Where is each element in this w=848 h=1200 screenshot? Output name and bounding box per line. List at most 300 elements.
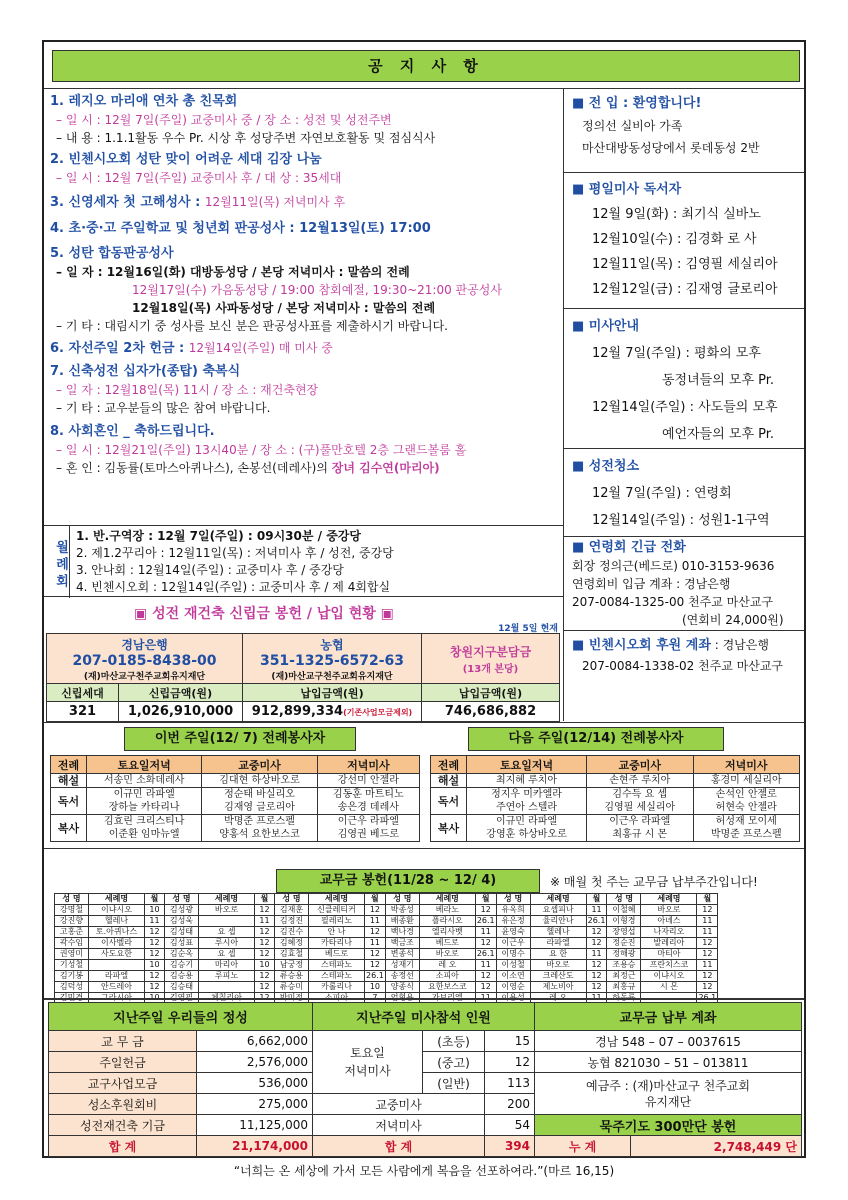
- dues-row: [55, 938, 718, 949]
- dues-baptismal: 카롤리나: [309, 982, 365, 993]
- notice-4-head: 4. 초·중·고 주일학교 및 청년회 판공성사 :: [50, 221, 300, 236]
- dues-baptismal: 베라노: [419, 905, 475, 916]
- dues-baptismal: 바오로: [641, 905, 697, 916]
- dues-month: 12: [145, 982, 165, 993]
- dues-name: 김승기: [165, 960, 199, 971]
- building-fund: [44, 599, 564, 721]
- notice-7-line2: – 기 타 : 교우분들의 많은 참여 바랍니다.: [56, 401, 271, 415]
- dues-col-header: 월: [697, 894, 718, 905]
- reader-item: 12월10일(수) : 김경화 로 사: [592, 232, 757, 247]
- notice-2-head: 2. 빈첸시오회 성탄 맞이 어려운 세대 김장 나눔: [50, 152, 322, 167]
- dues-col-header: 세례명: [199, 894, 255, 905]
- dues-name: 김순옥: [165, 949, 199, 960]
- notice-3-date: 12월11일(목) 저녁미사 후: [204, 195, 346, 209]
- dues-name: 이명수: [496, 949, 530, 960]
- servers-col-header: 저녁미사: [693, 756, 800, 774]
- dues-month: 12: [475, 971, 496, 982]
- dues-row: [55, 949, 718, 960]
- dues-month: 12: [255, 927, 275, 938]
- dues-baptismal: 아녜스: [641, 916, 697, 927]
- footer-quote: “너희는 온 세상에 가서 모든 사람에게 복음을 선포하여라.”(마르 16,15): [233, 1164, 615, 1178]
- notice-5: [50, 245, 502, 335]
- dues-month: 12: [697, 971, 718, 982]
- servers-role: 독서: [51, 788, 87, 815]
- funeral-box: [564, 537, 804, 631]
- dues-baptismal: 요 한: [530, 949, 586, 960]
- dues-col-header: 성 명: [165, 894, 199, 905]
- dues-col-header: 월: [145, 894, 165, 905]
- servers-cell: 박명준 프로스펠 양홍석 요한보스코: [202, 815, 317, 842]
- attendance-group: (일반): [423, 1073, 485, 1094]
- servers-cell: 최지혜 루치아: [467, 774, 587, 788]
- dues-baptismal: 요 셉: [199, 949, 255, 960]
- dues-month: 12: [697, 1004, 718, 1015]
- funeral-line2: 연령회비 입금 계좌 : 경남은행: [572, 577, 731, 591]
- dues-month: 10: [145, 960, 165, 971]
- dues-baptismal: 헬레나: [530, 927, 586, 938]
- notice-6-head: 6. 자선주일 2차 헌금 :: [50, 341, 189, 356]
- this-week-servers-table: [50, 755, 420, 842]
- servers-cell: 이근우 라파엘 김영권 베드로: [317, 815, 419, 842]
- dues-month: 12: [255, 982, 275, 993]
- notice-4-date: 12월13일(토) 17:00: [299, 221, 431, 236]
- offering-label: 성소후원회비: [49, 1094, 197, 1115]
- dues-baptismal: 라파엘: [530, 938, 586, 949]
- sidebar: [564, 89, 804, 721]
- dues-row: [55, 916, 718, 927]
- account-a: 경남 548 – 07 – 0037615: [535, 1031, 802, 1052]
- dues-month: 7: [365, 993, 386, 1004]
- dues-baptismal: 안드레아: [89, 982, 145, 993]
- notice-5-line2: 12월17일(수) 가음동성당 / 19:00 참회예절, 19:30~21:00 판공성사: [132, 283, 502, 297]
- dues-baptismal: 바오로: [530, 960, 586, 971]
- next-week-servers-table: [430, 755, 800, 842]
- cleaning-line2: 12월14일(주일) : 성원1-1구역: [592, 513, 770, 528]
- dues-name: 오민숙: [385, 1004, 419, 1015]
- dues-month: 12: [697, 949, 718, 960]
- bank2-name: 농협: [320, 637, 344, 652]
- dues-month: 12: [145, 927, 165, 938]
- servers-cell: 강선미 안젤라: [317, 774, 419, 788]
- dues-month: 11: [697, 916, 718, 927]
- evening-mass-value: 54: [485, 1115, 535, 1136]
- dues-baptismal: 사도요한: [89, 949, 145, 960]
- dues-name: 변종석: [385, 949, 419, 960]
- dues-month: 26.1: [476, 916, 495, 925]
- dues-baptismal: [199, 916, 255, 927]
- mass-line4: 예언자들의 모후 Pr.: [662, 427, 775, 442]
- dues-name: 김승태: [165, 982, 199, 993]
- attendance-total: 394: [485, 1136, 535, 1157]
- col-paid: 납입금액(원): [243, 684, 422, 702]
- dues-section: [44, 848, 804, 1013]
- bulletin-frame: [42, 40, 806, 1158]
- dues-month: 12: [475, 982, 496, 993]
- dues-month: 26.1: [587, 916, 606, 925]
- dues-baptismal: 가브리엘: [419, 993, 475, 1004]
- dues-month: 11: [586, 993, 607, 1004]
- servers-cell: 김동훈 마트티노 송은경 데레사: [317, 788, 419, 815]
- dues-name: 김덕성: [55, 982, 89, 993]
- dues-baptismal: 미카엘라: [199, 1004, 255, 1015]
- notice-1-line2: – 내 용 : 1.1.1활동 우수 Pr. 시상 후 성당주변 자연보호활동 및 점심식사: [56, 131, 436, 145]
- dues-name: 김승용: [165, 971, 199, 982]
- dues-name: 엄형용: [385, 993, 419, 1004]
- mass-line2: 동정녀들의 모후 Pr.: [662, 373, 775, 388]
- dues-month: 10: [365, 982, 386, 993]
- dues-name: 김성욱: [165, 916, 199, 927]
- dues-baptismal: 아오스딩: [641, 1004, 697, 1015]
- bank2-account: 351-1325-6572-63: [259, 652, 405, 669]
- offering-value: 2,576,000: [197, 1052, 313, 1073]
- servers-row: [51, 815, 420, 842]
- dues-month: 12: [586, 982, 607, 993]
- dues-baptismal: 레 오: [419, 960, 475, 971]
- finance-section: [44, 998, 804, 1158]
- cleaning-line1: 12월 7일(주일) : 연령회: [592, 486, 732, 501]
- dues-baptismal: 토.아퀴나스: [89, 1004, 145, 1015]
- notice-section: [44, 88, 804, 720]
- evening-mass-label: 저녁미사: [313, 1115, 485, 1136]
- dues-month: 26.1: [366, 971, 384, 980]
- dues-baptismal: 요 셉: [309, 1004, 365, 1015]
- pledged-value: 1,026,910,000: [119, 702, 243, 722]
- welcome-line1: 정의선 실비아 가족: [582, 119, 683, 133]
- dues-name: 김재훈: [275, 905, 309, 916]
- dues-month: 12: [697, 905, 718, 916]
- readers-box: [564, 173, 804, 309]
- dues-month: 11: [475, 927, 496, 938]
- offering-total: 21,174,000: [197, 1136, 313, 1157]
- notice-8: [50, 423, 466, 477]
- dues-month: 11: [145, 916, 165, 927]
- dues-name: 유은정: [496, 916, 530, 927]
- funeral-line3: 207-0084-1325-00 천주교 마산교구: [572, 595, 774, 609]
- dues-name: 박종성: [385, 905, 419, 916]
- finance-table: [48, 1002, 802, 1157]
- vincent-box: [564, 631, 804, 681]
- dues-month: 12: [145, 938, 165, 949]
- notice-3: [50, 193, 345, 212]
- dues-name: 김효철: [275, 949, 309, 960]
- dues-baptismal: 엘리사벳: [419, 927, 475, 938]
- dues-name: 윤영숙: [496, 927, 530, 938]
- dues-baptismal: 신클레티커: [309, 905, 365, 916]
- dues-col-header: 성 명: [275, 894, 309, 905]
- dues-baptismal: 바오로: [199, 905, 255, 916]
- dues-baptismal: [199, 982, 255, 993]
- dues-baptismal: 루시아: [199, 938, 255, 949]
- funeral-line1: 회장 정의근(베드로) 010-3153-9636: [572, 559, 775, 573]
- servers-cell: 서송민 소화데레사: [87, 774, 202, 788]
- dues-month: 26.1: [698, 993, 717, 1002]
- dues-name: 한창진: [607, 1004, 641, 1015]
- attendance-group: (중고): [423, 1052, 485, 1073]
- dues-baptismal: 스테파노: [309, 971, 365, 982]
- dues-baptismal: 필레리노: [309, 916, 365, 927]
- dues-month: 12: [255, 938, 275, 949]
- servers-cell: 정순태 바실리오 김재영 글로리아: [202, 788, 317, 815]
- bank1-name: 경남은행: [121, 637, 168, 652]
- notice-8-line1: – 일 시 : 12월21일(주일) 13시40분 / 장 소 : (구)풀만호텔 2층 그랜드볼룸 홀: [56, 443, 467, 457]
- dues-baptismal: 프란치스코: [641, 960, 697, 971]
- households-value: 321: [47, 702, 119, 722]
- servers-role: 독서: [431, 788, 467, 815]
- dues-month: 12: [145, 949, 165, 960]
- dues-name: 김혜정: [275, 938, 309, 949]
- dues-name: 조용승: [607, 960, 641, 971]
- mass-line3: 12월14일(주일) : 사도들의 모후: [592, 400, 778, 415]
- col-paid-district: 납입금액(원): [422, 684, 560, 702]
- this-week-servers-title: 이번 주일(12/ 7) 전례봉사자: [124, 727, 356, 751]
- dues-baptismal: 소피아: [309, 993, 365, 1004]
- dues-baptismal: 이냐시오: [641, 971, 697, 982]
- next-week-servers-title: 다음 주일(12/14) 전례봉사자: [468, 727, 724, 751]
- dues-col-header: 세례명: [89, 894, 145, 905]
- dues-name: 배종환: [385, 916, 419, 927]
- offering-label: 성전재건축 기금: [49, 1115, 197, 1136]
- dues-baptismal: 스테파노: [309, 960, 365, 971]
- dues-col-header: 세례명: [309, 894, 365, 905]
- dues-name: 장영섭: [607, 927, 641, 938]
- dues-col-header: 세례명: [530, 894, 586, 905]
- dues-month: 12: [365, 927, 386, 938]
- dues-baptismal: 베드로: [419, 938, 475, 949]
- servers-cell: 이규민 라파엘 강영훈 하상바오로: [467, 815, 587, 842]
- servers-cell: 김대현 하상바오로: [202, 774, 317, 788]
- notice-1: [50, 93, 435, 147]
- offering-label: 교구사업모금: [49, 1073, 197, 1094]
- page-title: 공 지 사 항: [52, 50, 800, 82]
- servers-cell: 이근우 라파엘 최홍규 시 몬: [587, 815, 693, 842]
- dues-month: 11: [365, 938, 386, 949]
- servers-role: 복사: [431, 815, 467, 842]
- offering-total-label: 합 계: [49, 1136, 197, 1157]
- dues-baptismal: 크레산도: [530, 971, 586, 982]
- dues-col-header: 성 명: [55, 894, 89, 905]
- servers-cell: 정지우 미카엘라 주연아 스텔라: [467, 788, 587, 815]
- servers-row: [51, 774, 420, 788]
- dues-month: 26.1: [476, 949, 495, 958]
- dues-baptismal: 안 나: [309, 927, 365, 938]
- dues-baptismal: 체칠리아: [199, 993, 255, 1004]
- dues-name: 류승미: [275, 982, 309, 993]
- dues-name: 이소연: [496, 971, 530, 982]
- dues-name: 기성철: [55, 960, 89, 971]
- dues-note: ※ 매월 첫 주는 교무금 납부주간입니다!: [550, 875, 758, 889]
- servers-cell: 손현주 루치아: [587, 774, 693, 788]
- dues-baptismal: 펠릭스: [530, 1004, 586, 1015]
- dues-month: 12: [255, 993, 275, 1004]
- dues-month: 10: [145, 993, 165, 1004]
- dues-row: [55, 982, 718, 993]
- dues-name: 하동륙: [607, 993, 641, 1004]
- welcome-head: ■ 전 입 : 환영합니다!: [572, 96, 702, 111]
- monthly-item: 4. 빈첸시오회 : 12월14일(주일) : 교중미사 후 / 제 4회합실: [76, 580, 391, 594]
- dues-name: 백나경: [385, 927, 419, 938]
- reader-item: 12월11일(목) : 김영필 세실리아: [592, 257, 778, 272]
- main-mass-value: 200: [485, 1094, 535, 1115]
- dues-baptismal: 그라시아: [89, 993, 145, 1004]
- dues-name: 이성철: [496, 960, 530, 971]
- dues-name: 이용성: [496, 993, 530, 1004]
- dues-row: [55, 927, 718, 938]
- dues-month: 12: [145, 971, 165, 982]
- notice-5-line1: – 일 자 : 12월16일(화) 대방동성당 / 본당 저녁미사 : 말씀의 전례: [56, 265, 410, 279]
- notice-7: [50, 363, 318, 417]
- dues-baptismal: 토.아퀴나스: [89, 927, 145, 938]
- dues-baptismal: [89, 960, 145, 971]
- dues-name: 박미정: [275, 993, 309, 1004]
- servers-row: [431, 815, 800, 842]
- offering-label: 교 무 금: [49, 1031, 197, 1052]
- dues-month: 11: [586, 905, 607, 916]
- dues-col-header: 월: [475, 894, 496, 905]
- dues-col-header: 성 명: [607, 894, 641, 905]
- dues-name: 고홍준: [55, 927, 89, 938]
- rosary-cum-value: 2,748,449 단: [631, 1136, 802, 1157]
- dues-month: 12: [586, 938, 607, 949]
- dues-baptismal: 나자리오: [641, 927, 697, 938]
- paid-value: 912,899,334: [251, 704, 344, 719]
- notice-1-head: 1. 레지오 마리애 연차 총 친목회: [50, 94, 238, 109]
- dues-name: 김영필: [165, 993, 199, 1004]
- dues-month: 11: [586, 949, 607, 960]
- dues-month: 12: [586, 960, 607, 971]
- district-share-label: 창원지구분담금: [449, 644, 532, 659]
- servers-role: 복사: [51, 815, 87, 842]
- account-b: 농협 821030 – 51 – 013811: [535, 1052, 802, 1073]
- dues-name: 최홍규: [607, 982, 641, 993]
- dues-name: 강진향: [55, 916, 89, 927]
- rosary-cum-label: 누 계: [535, 1136, 631, 1157]
- notice-3-head: 3. 신영세자 첫 고해성사 :: [50, 195, 205, 210]
- servers-col-header: 저녁미사: [317, 756, 419, 774]
- dues-name: 김용선: [165, 1004, 199, 1015]
- dues-name: 김기봉: [55, 971, 89, 982]
- dues-month: 10: [255, 960, 275, 971]
- account-holder: 예금주 : (재)마산교구 천주교회 유지재단: [535, 1073, 802, 1115]
- bank1-account: 207-0185-8438-00: [72, 652, 217, 669]
- saturday-mass-label: 토요일 저녁미사: [313, 1031, 423, 1094]
- monthly-label: 월례회: [44, 526, 70, 598]
- dues-month: 12: [697, 982, 718, 993]
- vincent-head: ■ 빈첸시오회 후원 계좌: [572, 638, 711, 653]
- dues-name: 권영미: [55, 949, 89, 960]
- notice-5-head: 5. 성탄 합동판공성사: [50, 246, 174, 261]
- vincent-account: 207-0084-1338-02 천주교 마산교구: [582, 659, 784, 673]
- notice-8-line2: – 혼 인 : 김동률(토마스아퀴나스), 손봉선(데레사)의: [56, 461, 332, 475]
- dues-month: 12: [255, 905, 275, 916]
- mass-line1: 12월 7일(주일) : 평화의 모후: [592, 346, 761, 361]
- notice-7-line1: – 일 자 : 12월18일(목) 11시 / 장 소 : 재건축현장: [56, 383, 319, 397]
- dues-month: 12: [365, 905, 386, 916]
- offering-value: 275,000: [197, 1094, 313, 1115]
- dues-baptismal: 마티아: [641, 949, 697, 960]
- attendance-total-label: 합 계: [313, 1136, 485, 1157]
- dues-name: 강명철: [55, 905, 89, 916]
- servers-cell: 손석인 안젤로 허현숙 안젤라: [693, 788, 800, 815]
- notice-8-bride: 장녀 김수연(마리아): [331, 461, 440, 475]
- servers-role: 해설: [431, 774, 467, 788]
- dues-col-header: 월: [586, 894, 607, 905]
- rosary-label: 묵주기도 300만단 봉헌: [535, 1115, 802, 1136]
- servers-cell: 이규민 라파엘 장하늘 카타리나: [87, 788, 202, 815]
- servers-col-header: 교중미사: [202, 756, 317, 774]
- servers-cell: 김수득 요 셉 김영필 세실리아: [587, 788, 693, 815]
- dues-baptismal: 마리아: [199, 960, 255, 971]
- servers-col-header: 교중미사: [587, 756, 693, 774]
- notice-4: [50, 219, 431, 238]
- dues-col-header: 성 명: [385, 894, 419, 905]
- paid-note: (기존사업모금제외): [343, 708, 413, 717]
- dues-col-header: 월: [365, 894, 386, 905]
- monthly-meetings: [44, 525, 564, 597]
- servers-role: 해설: [51, 774, 87, 788]
- offering-label: 주일헌금: [49, 1052, 197, 1073]
- account-head: 교무금 납부 계좌: [535, 1003, 802, 1031]
- dues-name: 이형경: [607, 916, 641, 927]
- dues-name: 송정선: [385, 971, 419, 982]
- dues-name: 성재기: [385, 960, 419, 971]
- dues-month: 12: [255, 971, 275, 982]
- dues-month: 12: [365, 949, 386, 960]
- dues-month: 12: [586, 927, 607, 938]
- main-mass-label: 교중미사: [313, 1094, 485, 1115]
- bank2-holder: (재)마산교구천주교회유지재단: [271, 671, 393, 682]
- dues-month: 10: [145, 905, 165, 916]
- dues-title: 교무금 봉헌(11/28 ~ 12/ 4): [276, 869, 540, 893]
- mass-head: ■ 미사안내: [572, 319, 640, 334]
- dues-month: 11: [475, 993, 496, 1004]
- dues-name: 이정희: [496, 1004, 530, 1015]
- dues-name: 정해광: [607, 949, 641, 960]
- notice-list: [44, 89, 564, 721]
- monthly-item: 2. 제1.2꾸리아 : 12월11일(목) : 저녁미사 후 / 성전, 중강당: [76, 546, 394, 560]
- notice-1-line1: – 일 시 : 12월 7일(주일) 교중미사 중 / 장 소 : 성전 및 성전주변: [56, 113, 392, 127]
- dues-name: 김정진: [275, 916, 309, 927]
- offering-value: 536,000: [197, 1073, 313, 1094]
- dues-baptismal: 율리안나: [530, 916, 586, 927]
- building-fund-title: ▣ 성전 재건축 신립금 봉헌 / 납입 현황 ▣: [134, 606, 394, 622]
- monthly-item: 1. 반.구역장 : 12월 7일(주일) : 09시30분 / 중강당: [76, 529, 361, 543]
- dues-baptismal: 시 몬: [641, 982, 697, 993]
- dues-baptismal: 카타리나: [309, 938, 365, 949]
- dues-baptismal: 발레리아: [641, 938, 697, 949]
- dues-col-header: 성 명: [496, 894, 530, 905]
- dues-baptismal: 베드로: [309, 949, 365, 960]
- mass-box: [564, 309, 804, 449]
- dues-col-header: 세례명: [419, 894, 475, 905]
- servers-row: [431, 774, 800, 788]
- bank1-holder: (재)마산교구천주교회유지재단: [83, 671, 206, 682]
- dues-month: 12: [697, 938, 718, 949]
- dues-table: [54, 893, 718, 1015]
- dues-name: 최정근: [607, 971, 641, 982]
- servers-col-header: 토요일저녁: [467, 756, 587, 774]
- dues-month: 12: [475, 1004, 496, 1015]
- attendance-value: 15: [485, 1031, 535, 1052]
- col-households: 신립세대: [47, 684, 119, 702]
- notice-7-head: 7. 신축성전 십자가(종탑) 축복식: [50, 364, 241, 379]
- cleaning-head: ■ 성전청소: [572, 459, 640, 474]
- dues-name: 김성태: [165, 927, 199, 938]
- notice-5-line3: 12월18일(목) 사파동성당 / 본당 저녁미사 : 말씀의 전례: [132, 301, 436, 315]
- dues-baptismal: 요한보스코: [419, 982, 475, 993]
- dues-row: [55, 971, 718, 982]
- dues-month: 11: [475, 960, 496, 971]
- servers-col-header: 전례: [51, 756, 87, 774]
